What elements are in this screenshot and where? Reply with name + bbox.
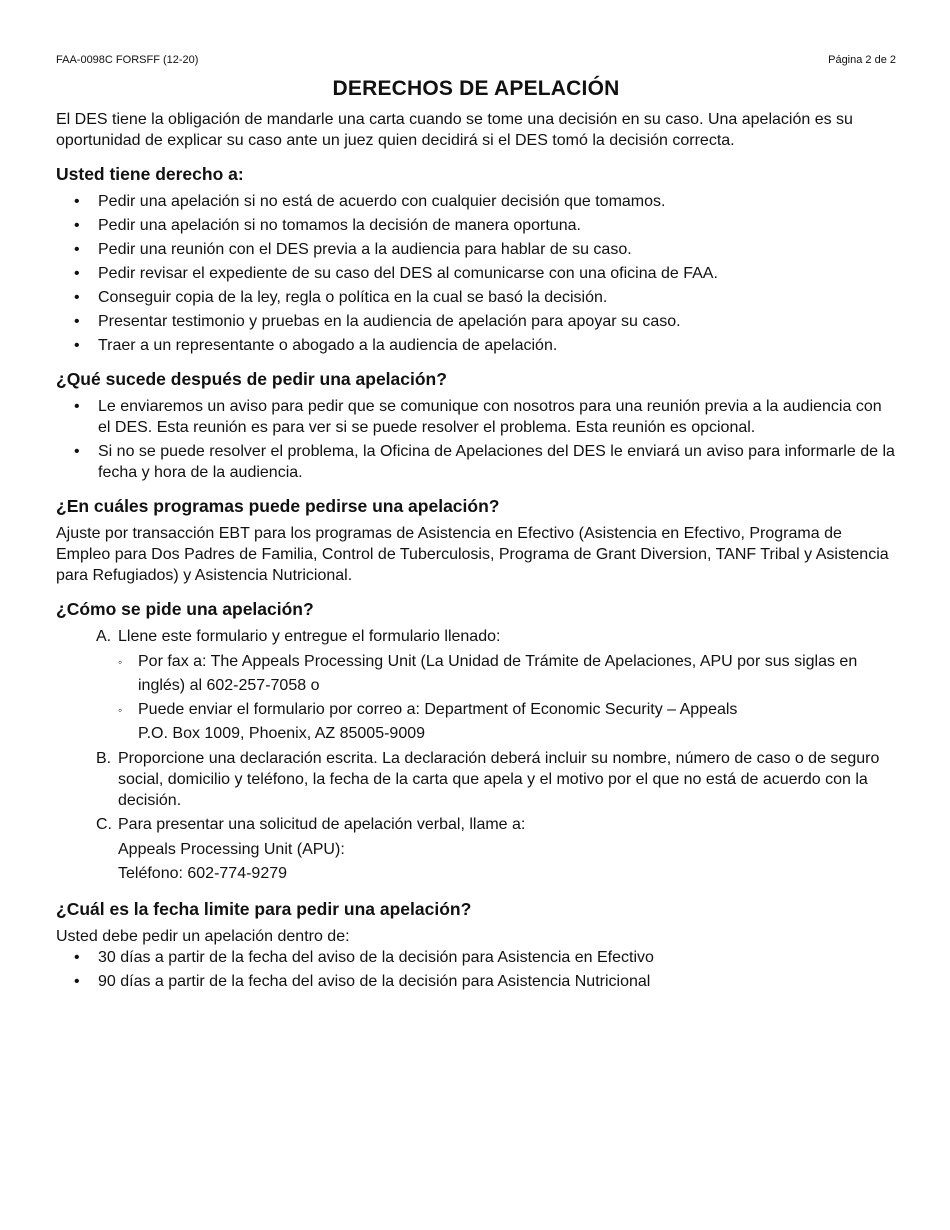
option-b-text: Proporcione una declaración escrita. La declaración deberá incluir su nombre, número de caso o de seguro social, domicilio y teléfono, la fecha de la carta que apela y el motivo por el que no está de acuerdo con la decisión. bbox=[118, 750, 880, 809]
after-appeal-list bbox=[56, 396, 896, 483]
appeals-unit-name: Appeals Processing Unit (APU): bbox=[118, 841, 345, 858]
option-c bbox=[56, 814, 896, 835]
mailing-address: P.O. Box 1009, Phoenix, AZ 85005-9009 bbox=[138, 725, 426, 742]
list-item: • 90 días a partir de la fecha del aviso de la decisión para Asistencia Nutricional bbox=[56, 971, 896, 992]
page-header bbox=[56, 50, 896, 70]
deadline-intro: Usted debe pedir un apelación dentro de: bbox=[56, 928, 350, 945]
deadline-list bbox=[56, 947, 896, 992]
option-a-sublist bbox=[56, 650, 896, 722]
list-item: • Pedir una apelación si no está de acuerdo con cualquier decisión que tomamos. bbox=[56, 191, 896, 212]
option-c-label: C. bbox=[96, 816, 112, 833]
option-b bbox=[56, 748, 896, 811]
list-item: • Pedir una reunión con el DES previa a la audiencia para hablar de su caso. bbox=[56, 239, 896, 260]
option-a bbox=[56, 626, 896, 647]
list-item: • Pedir una apelación si no tomamos la decisión de manera oportuna. bbox=[56, 215, 896, 236]
option-a-text: Llene este formulario y entregue el formulario llenado: bbox=[118, 628, 501, 645]
list-item: • Pedir revisar el expediente de su caso del DES al comunicarse con una oficina de FAA. bbox=[56, 263, 896, 284]
option-c-text: Para presentar una solicitud de apelación verbal, llame a: bbox=[118, 816, 526, 833]
list-item: • Si no se puede resolver el problema, la Oficina de Apelaciones del DES le enviará un aviso para informarle de la fecha y hora de la audiencia. bbox=[56, 441, 896, 483]
document-page bbox=[56, 50, 896, 995]
deadline-heading: ¿Cuál es la fecha limite para pedir una apelación? bbox=[56, 899, 472, 919]
programs-heading: ¿En cuáles programas puede pedirse una apelación? bbox=[56, 496, 500, 516]
option-a-label: A. bbox=[96, 628, 112, 645]
after-appeal-heading: ¿Qué sucede después de pedir una apelación? bbox=[56, 369, 447, 389]
page-title: DERECHOS DE APELACIÓN bbox=[332, 77, 620, 100]
sub-list-item: ◦ Por fax a: The Appeals Processing Unit (La Unidad de Trámite de Apelaciones, APU por sus siglas en inglés) al 602-257-7058 o bbox=[56, 650, 896, 698]
how-to-appeal-heading: ¿Cómo se pide una apelación? bbox=[56, 599, 314, 619]
programs-paragraph: Ajuste por transacción EBT para los programas de Asistencia en Efectivo (Asistencia en Efectivo, Programa de Empleo para Dos Padres de Familia, Control de Tuberculosis, Programa de Grant Diversion, TANF Tribal y Asistencia para Refugiados) y Asistencia Nutricional. bbox=[56, 525, 889, 584]
intro-paragraph: El DES tiene la obligación de mandarle una carta cuando se tome una decisión en su caso. Una apelación es su oportunidad de explicar su caso ante un juez quien decidirá si el DES tomó la decisión correcta. bbox=[56, 111, 853, 149]
option-b-label: B. bbox=[96, 750, 112, 767]
page-number: Página 2 de 2 bbox=[828, 54, 896, 66]
list-item: • Presentar testimonio y pruebas en la audiencia de apelación para apoyar su caso. bbox=[56, 311, 896, 332]
list-item: • 30 días a partir de la fecha del aviso de la decisión para Asistencia en Efectivo bbox=[56, 947, 896, 968]
list-item: • Le enviaremos un aviso para pedir que se comunique con nosotros para una reunión previa a la audiencia con el DES. Esta reunión es para ver si se puede resolver el problema. Esta reunión es opcional. bbox=[56, 396, 896, 438]
rights-list bbox=[56, 191, 896, 356]
list-item: • Conseguir copia de la ley, regla o política en la cual se basó la decisión. bbox=[56, 287, 896, 308]
appeals-unit-phone: Teléfono: 602-774-9279 bbox=[118, 865, 288, 882]
sub-list-item: ◦ Puede enviar el formulario por correo a: Department of Economic Security – Appeals bbox=[56, 698, 896, 722]
form-code: FAA-0098C FORSFF (12-20) bbox=[56, 54, 199, 66]
rights-heading: Usted tiene derecho a: bbox=[56, 164, 244, 184]
list-item: • Traer a un representante o abogado a la audiencia de apelación. bbox=[56, 335, 896, 356]
